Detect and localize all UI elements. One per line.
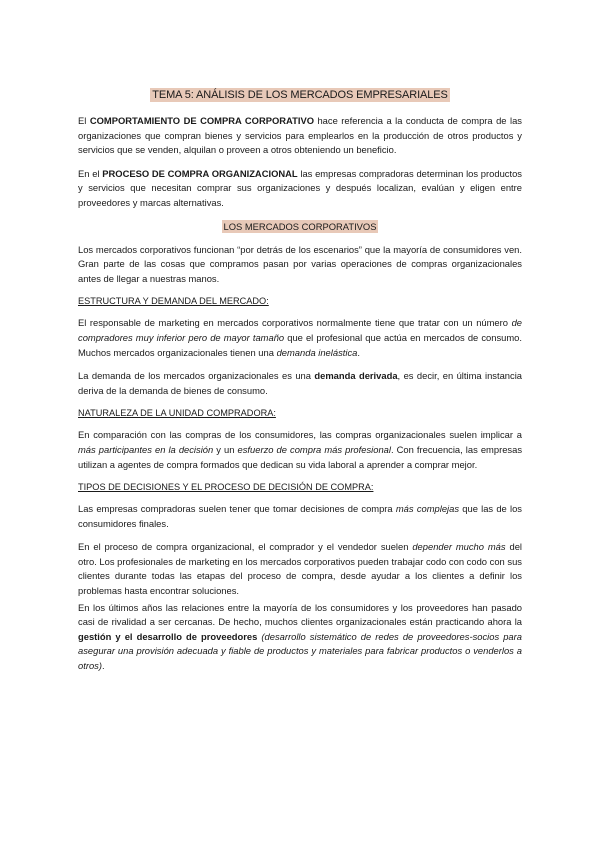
paragraph-proceso: En el PROCESO DE COMPRA ORGANIZACIONAL las empresas compradoras determinan los productos y servicios que necesitan comprar sus organizaciones y después localizan, evalúan y eligen entre proveedores y marcas alternativas.	[78, 167, 522, 208]
document-body	[78, 88, 522, 683]
paragraph-comportamiento: El COMPORTAMIENTO DE COMPRA CORPORATIVO hace referencia a la conducta de compra de las organizaciones que compran bienes y servicios para emplearlos en la producción de otros productos y servicios que se venden, alquilan o proveen a otros obteniendo un beneficio.	[78, 115, 522, 156]
paragraph-naturaleza: En comparación con las compras de los consumidores, las compras organizacionales suelen implicar a más participantes en la decisión y un esfuerzo de compra más profesional. Con frecuencia, las empresas utilizan a agentes de compra formados que dedican su vida laboral a aprender a comprar mejor.	[78, 429, 523, 470]
subheading-tipos-decisiones: TIPOS DE DECISIONES Y EL PROCESO DE DECISIÓN DE COMPRA:	[78, 482, 374, 493]
paragraph-relaciones: En los últimos años las relaciones entre la mayoría de los consumidores y los proveedores han pasado casi de rivalidad a ser cercanas. De hecho, muchos clientes organizacionales están practicando ahora la gestión y el desarrollo de proveedores (desarrollo sistemático de redes de proveedores-socios para asegurar una provisión adecuada y fiable de productos y materiales para fabricar productos o venderlos a otros).	[78, 601, 522, 672]
subheading-naturaleza: NATURALEZA DE LA UNIDAD COMPRADORA:	[78, 408, 276, 419]
paragraph-decisiones-complejas: Las empresas compradoras suelen tener que tomar decisiones de compra más complejas que las de los consumidores finales.	[78, 503, 522, 529]
subheading-estructura: ESTRUCTURA Y DEMANDA DEL MERCADO:	[78, 296, 269, 307]
paragraph-proceso-compra: En el proceso de compra organizacional, el comprador y el vendedor suelen depender mucho más del otro. Los profesionales de marketing en los mercados corporativos pueden trabajar codo con codo con sus clientes durante todas las etapas del proceso de compra, desde ayudar a los clientes a definir los problemas hasta encontrar soluciones.	[78, 541, 522, 597]
paragraph-demanda-derivada: La demanda de los mercados organizacionales es una demanda derivada, es decir, en última instancia deriva de la demanda de bienes de consumo.	[78, 370, 523, 396]
paragraph-mercados-corporativos: Los mercados corporativos funcionan “por detrás de los escenarios” que la mayoría de consumidores ven. Gran parte de las cosas que compramos pasan por varias operaciones de compras organizacionales antes de llegar a nuestras manos.	[78, 243, 522, 284]
section-heading-mercados: LOS MERCADOS CORPORATIVOS	[223, 220, 377, 232]
document-title: TEMA 5: ANÁLISIS DE LOS MERCADOS EMPRESARIALES	[152, 89, 448, 101]
paragraph-estructura: El responsable de marketing en mercados corporativos normalmente tiene que tratar con un número de compradores muy inferior pero de mayor tamaño que el profesional que actúa en mercados de consumo. Muchos mercados organizacionales tienen una demanda inelástica.	[78, 317, 523, 358]
